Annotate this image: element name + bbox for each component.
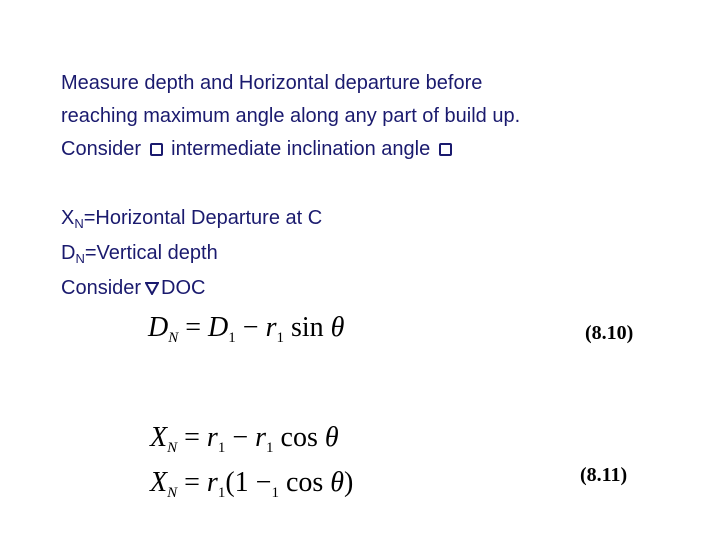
intro-line-1: Measure depth and Horizontal departure before — [61, 72, 483, 94]
equation-number-8-10: (8.10) — [585, 322, 634, 344]
intro-line-3 — [61, 138, 455, 161]
dn-definition — [61, 242, 218, 266]
inclination-label: intermediate inclination angle — [171, 138, 431, 160]
xn-sub: N — [74, 216, 84, 231]
triangle-symbol-icon — [145, 281, 159, 295]
consider-doc — [61, 277, 206, 300]
xn-text: =Horizontal Departure at C — [83, 207, 323, 229]
checkbox-square-icon — [439, 143, 452, 156]
xn-var: X — [61, 207, 75, 229]
consider-doc-label: Consider — [61, 277, 142, 299]
xn-definition — [61, 207, 322, 231]
intro-line-2: reaching maximum angle along any part of build up. — [61, 105, 521, 127]
doc-label: DOC — [161, 277, 206, 299]
dn-sub: N — [75, 251, 85, 266]
dn-var: D — [61, 242, 76, 264]
equation-number-8-11: (8.11) — [580, 464, 628, 486]
equation-xn-1: $X_N = r_1 - r_1$ cos θ — [150, 422, 339, 456]
dn-text: =Vertical depth — [84, 242, 218, 264]
equation-xn-2: $X_N = r_1(1 -_1$ cos θ) — [150, 467, 354, 501]
equation-dn: $D_N = D_1 - r_1$ sin θ — [148, 312, 345, 346]
checkbox-square-icon — [150, 143, 163, 156]
consider-label: Consider — [61, 138, 142, 160]
